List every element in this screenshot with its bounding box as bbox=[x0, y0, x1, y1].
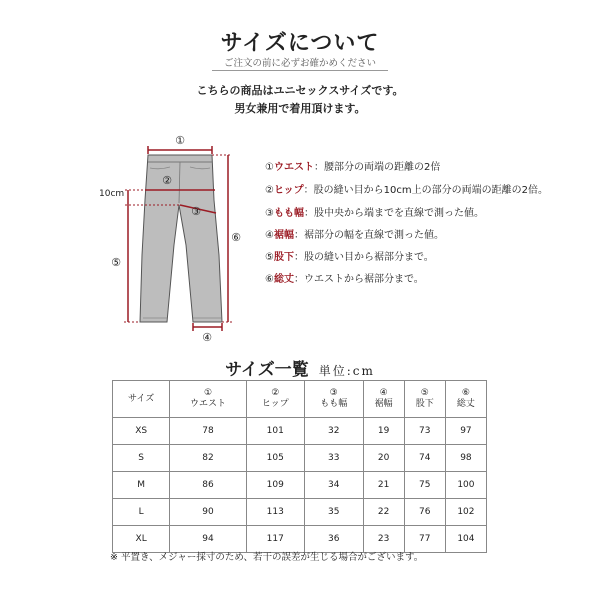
value-cell: 19 bbox=[363, 418, 404, 445]
table-header-row bbox=[113, 381, 487, 418]
jeans-icon bbox=[140, 155, 222, 322]
value-cell: 100 bbox=[445, 472, 486, 499]
value-cell: 94 bbox=[170, 526, 246, 553]
value-cell: 33 bbox=[304, 445, 363, 472]
marker-4: ④ bbox=[202, 331, 212, 344]
size-cell: M bbox=[113, 472, 170, 499]
header-col: ② ヒップ bbox=[246, 381, 304, 418]
size-cell: XS bbox=[113, 418, 170, 445]
value-cell: 73 bbox=[404, 418, 445, 445]
legend-desc: 裾部分の幅を直線で測った値。 bbox=[303, 230, 444, 241]
value-cell: 105 bbox=[246, 445, 304, 472]
table-row bbox=[113, 499, 487, 526]
table-row bbox=[113, 418, 487, 445]
value-cell: 21 bbox=[363, 472, 404, 499]
label-10cm: 10cm bbox=[99, 189, 125, 199]
value-cell: 113 bbox=[246, 499, 304, 526]
table-row bbox=[113, 445, 487, 472]
legend-item: ③もも幅：股中央から端までを直線で測った値。 bbox=[265, 208, 484, 219]
value-cell: 74 bbox=[404, 445, 445, 472]
legend-label: ヒップ bbox=[273, 185, 304, 196]
header-col: ④ 裾幅 bbox=[363, 381, 404, 418]
legend-item: ②ヒップ：股の縫い目から10cm上の部分の両端の距離の2倍。 bbox=[265, 185, 548, 196]
legend-item: ⑤股下：股の縫い目から裾部分まで。 bbox=[265, 252, 434, 263]
value-cell: 101 bbox=[246, 418, 304, 445]
value-cell: 109 bbox=[246, 472, 304, 499]
legend-item: ④裾幅：裾部分の幅を直線で測った値。 bbox=[265, 230, 444, 241]
legend-item: ⑥総丈：ウエストから裾部分まで。 bbox=[265, 274, 424, 285]
value-cell: 22 bbox=[363, 499, 404, 526]
marker-2: ② bbox=[162, 174, 172, 187]
legend-desc: 股中央から端までを直線で測った値。 bbox=[313, 208, 484, 219]
value-cell: 34 bbox=[304, 472, 363, 499]
header-col: ⑤ 股下 bbox=[404, 381, 445, 418]
divider bbox=[212, 70, 388, 71]
page-title: サイズについて bbox=[220, 31, 380, 56]
legend-desc: ウエストから裾部分まで。 bbox=[303, 274, 424, 285]
unit-label: 単位:cm bbox=[318, 364, 375, 378]
header-col: ③ もも幅 bbox=[304, 381, 363, 418]
value-cell: 82 bbox=[170, 445, 246, 472]
legend-label: もも幅 bbox=[273, 208, 304, 219]
legend-label: 股下 bbox=[273, 252, 294, 263]
header-size: サイズ bbox=[113, 381, 170, 418]
value-cell: 86 bbox=[170, 472, 246, 499]
marker-6: ⑥ bbox=[231, 231, 241, 244]
value-cell: 102 bbox=[445, 499, 486, 526]
value-cell: 36 bbox=[304, 526, 363, 553]
unisex-note: こちらの商品はユニセックスサイズです。 bbox=[196, 84, 404, 97]
value-cell: 32 bbox=[304, 418, 363, 445]
value-cell: 90 bbox=[170, 499, 246, 526]
unisex-note-2: 男女兼用で着用頂けます。 bbox=[234, 102, 366, 115]
legend-desc: 股の縫い目から10cm上の部分の両端の距離の2倍。 bbox=[313, 185, 548, 196]
legend-label: 裾幅 bbox=[273, 230, 294, 241]
size-table bbox=[112, 380, 487, 553]
value-cell: 76 bbox=[404, 499, 445, 526]
marker-1: ① bbox=[175, 134, 185, 147]
value-cell: 75 bbox=[404, 472, 445, 499]
value-cell: 104 bbox=[445, 526, 486, 553]
value-cell: 77 bbox=[404, 526, 445, 553]
value-cell: 78 bbox=[170, 418, 246, 445]
legend-desc: 股の縫い目から裾部分まで。 bbox=[303, 252, 434, 263]
size-cell: S bbox=[113, 445, 170, 472]
value-cell: 117 bbox=[246, 526, 304, 553]
marker-3: ③ bbox=[191, 205, 201, 218]
table-row bbox=[113, 472, 487, 499]
legend-desc: 腰部分の両端の距離の2倍 bbox=[323, 162, 441, 173]
jeans-measurement-diagram bbox=[95, 130, 255, 350]
size-table-title: サイズ一覧 単位:cm bbox=[225, 360, 375, 380]
value-cell: 23 bbox=[363, 526, 404, 553]
value-cell: 20 bbox=[363, 445, 404, 472]
legend-label: 総丈 bbox=[273, 274, 294, 285]
header-col: ① ウエスト bbox=[170, 381, 246, 418]
legend-item: ①ウエスト：腰部分の両端の距離の2倍 bbox=[265, 162, 441, 173]
header-col: ⑥ 総丈 bbox=[445, 381, 486, 418]
value-cell: 97 bbox=[445, 418, 486, 445]
size-cell: XL bbox=[113, 526, 170, 553]
value-cell: 98 bbox=[445, 445, 486, 472]
marker-5: ⑤ bbox=[111, 256, 121, 269]
size-cell: L bbox=[113, 499, 170, 526]
measurement-footnote: ※ 平置き、メジャー採寸のため、若干の誤差が生じる場合がございます。 bbox=[110, 552, 424, 563]
order-note: ご注文の前に必ずお確かめください bbox=[223, 58, 376, 69]
value-cell: 35 bbox=[304, 499, 363, 526]
legend-label: ウエスト bbox=[273, 162, 314, 173]
